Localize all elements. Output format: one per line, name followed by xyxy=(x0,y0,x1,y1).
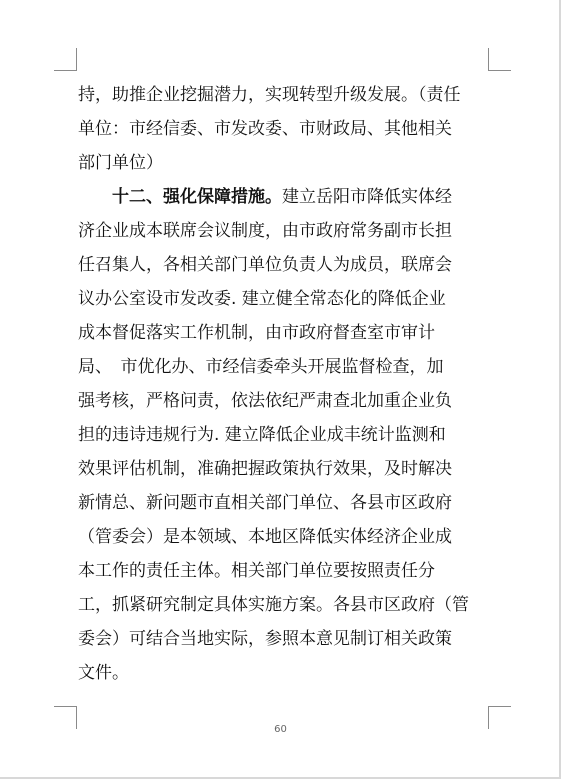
text-line: 任召集人，各相关部门单位负责人为成员，联席会 xyxy=(78,255,452,275)
text-line: 效果评估机制，准确把握政策执行效果，及时解决 xyxy=(78,459,452,479)
text-line: 文件。 xyxy=(78,663,129,683)
text-line: 工，抓紧研究制定具体实施方案。各县市区政府（管 xyxy=(78,595,469,615)
text-line: 部门单位） xyxy=(78,153,163,173)
text-line: 济企业成本联席会议制度，由市政府常务副市长担 xyxy=(78,221,452,241)
section-heading-rest: 建立岳阳市降低实体经 xyxy=(282,187,452,207)
text-line: 新情总、新问题市直相关部门单位、各县市区政府 xyxy=(78,493,452,513)
text-line: 持，助推企业挖掘潜力，实现转型升级发展。（责任 xyxy=(78,85,461,105)
text-line: 委会）可结合当地实际，参照本意见制订相关政策 xyxy=(78,629,452,649)
text-line: （管委会）是本领域、本地区降低实体经济企业成 xyxy=(78,527,452,547)
text-line: 成本督促落实工作机制，由市政府督查室市审计 xyxy=(78,323,435,343)
section-heading: 十二、强化保障措施。 xyxy=(112,187,282,207)
top-right-crop-mark xyxy=(488,48,511,71)
text-line: 议办公室设市发改委. 建立健全常态化的降低企业 xyxy=(78,289,446,309)
text-line: 局、 市优化办、市经信委牵头开展监督检查，加 xyxy=(78,357,444,377)
section-heading-line xyxy=(78,180,490,214)
text-line: 担的违诗违规行为. 建立降低企业成丰统计监测和 xyxy=(78,425,446,445)
text-line: 强考核，严格问责，依法依纪严肃查北加重企业负 xyxy=(78,391,452,411)
text-line: 本工作的责任主体。相关部门单位要按照责任分 xyxy=(78,561,435,581)
text-line: 单位：市经信委、市发改委、市财政局、其他相关 xyxy=(78,119,452,139)
body-text xyxy=(78,78,490,690)
top-left-crop-mark xyxy=(54,48,77,71)
page-number: 60 xyxy=(274,724,287,735)
